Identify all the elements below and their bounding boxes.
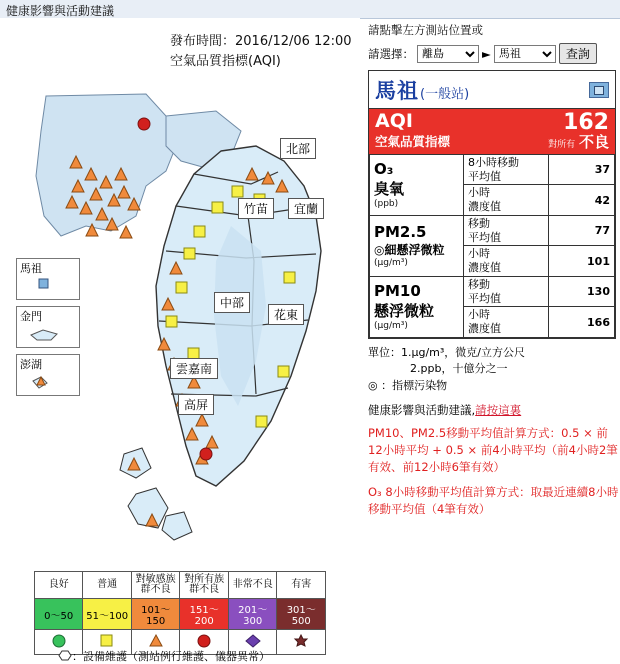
window-titlebar: [0, 0, 620, 19]
selection-hint: 請點擊左方測站位置或: [368, 23, 483, 37]
station-marker-square[interactable]: [212, 202, 223, 213]
measure-label: [464, 307, 549, 338]
units-line-1: 單位：1.µg/m³，微克/立方公尺: [368, 345, 526, 359]
measure-label-line1: 移動: [468, 277, 490, 291]
legend-note-text: ：設備維護（測站例行維護、儀器異常）: [72, 650, 270, 663]
island-label-penghu: 澎湖: [20, 358, 42, 371]
measure-label-line2: 濃度值: [468, 261, 501, 275]
station-marker-square[interactable]: [232, 186, 243, 197]
arrow-icon: ►: [482, 46, 491, 61]
station-marker-square[interactable]: [184, 248, 195, 259]
map-panel: [0, 18, 360, 663]
station-marker-square[interactable]: [194, 226, 205, 237]
pollutant-cname: 臭氧: [374, 180, 405, 199]
station-name: 馬祖: [375, 79, 419, 103]
advice-link[interactable]: 請按這裏: [475, 402, 522, 417]
aqi-values: [548, 109, 615, 154]
measure-label-line1: 小時: [468, 247, 490, 261]
selector-row: [368, 43, 620, 64]
measure-value: 77: [549, 215, 615, 246]
legend-range-0: 0～50: [35, 599, 83, 630]
kinmen-shape: [31, 330, 57, 340]
measure-label-line2: 濃度值: [468, 200, 501, 214]
measure-value: 166: [549, 307, 615, 338]
aqi-status-wrap: [548, 135, 609, 151]
station-select[interactable]: [494, 45, 556, 63]
island-box-penghu[interactable]: [16, 354, 80, 396]
publish-time: 發布時間：2016/12/06 12:00: [170, 34, 352, 49]
island-box-matsu[interactable]: [16, 258, 80, 300]
county-select[interactable]: [417, 45, 479, 63]
kinmen-inset-svg: [17, 323, 77, 345]
legend-range-5: 301～500: [277, 599, 326, 630]
legend-range-3: 151～200: [180, 599, 229, 630]
aqi-subtitle: 空氣品質指標: [375, 133, 451, 149]
mainland-shape: [36, 94, 176, 236]
measure-value: 42: [549, 185, 615, 216]
units-line-2: 2.ppb，十億分之一: [410, 361, 508, 375]
legend-table: [34, 571, 326, 655]
station-marker-circle-red[interactable]: [200, 448, 212, 460]
station-marker-triangle[interactable]: [120, 226, 132, 238]
legend-range-4: 201～300: [228, 599, 277, 630]
pollutant-table: [369, 154, 615, 338]
measure-label: [464, 185, 549, 216]
measure-label: [464, 246, 549, 277]
station-name-row: [369, 71, 615, 108]
measure-label-line1: 小時: [468, 186, 490, 200]
pollutant-name-o3: [370, 154, 464, 215]
station-marker-square[interactable]: [166, 316, 177, 327]
measure-label-line2: 平均值: [468, 230, 501, 244]
advice-line: [368, 402, 620, 418]
station-marker-square[interactable]: [256, 416, 267, 427]
units-note: [368, 345, 620, 394]
measure-label-line1: 移動: [468, 216, 490, 230]
legend-range-1: 51～100: [83, 599, 132, 630]
query-button[interactable]: 查詢: [559, 43, 597, 64]
measure-value: 37: [549, 154, 615, 185]
region-label-central[interactable]: 中部: [214, 292, 250, 313]
pollutant-cname: 懸浮微粒: [374, 302, 435, 321]
region-label-north[interactable]: 北部: [280, 138, 316, 159]
table-row: [370, 276, 615, 307]
measure-value: 130: [549, 276, 615, 307]
region-label-yunjianan[interactable]: 雲嘉南: [170, 358, 218, 379]
station-marker-circle-red[interactable]: [138, 118, 150, 130]
measure-label-line2: 平均值: [468, 291, 501, 305]
measure-label: [464, 154, 549, 185]
page-title: 健康影響與活動建議: [6, 4, 115, 18]
legend-header-2: 對敏感族群不良: [131, 572, 180, 599]
pm-formula-note: PM10、PM2.5移動平均值計算方式：0.5 × 前12小時平均 + 0.5 × 前4小時平均（前4小時2筆有效、前12小時6筆有效）: [368, 425, 618, 475]
station-marker-square[interactable]: [278, 366, 289, 377]
pollutant-unit: (µg/m³): [374, 321, 408, 332]
island-label-matsu: 馬祖: [20, 262, 42, 275]
pollutant-formula: PM10: [374, 282, 421, 301]
region-label-yilan[interactable]: 宜蘭: [288, 198, 324, 219]
aqi-title: AQI: [375, 110, 413, 132]
pollutant-formula: O₃: [374, 160, 394, 179]
pollutant-unit: (ppb): [374, 199, 399, 210]
units-line-3: ◎ ：指標污染物: [368, 378, 448, 392]
camera-icon[interactable]: [589, 82, 609, 98]
matsu-marker[interactable]: [39, 279, 48, 288]
legend: [34, 571, 326, 655]
pollutant-formula: PM2.5: [374, 223, 427, 242]
station-marker-square[interactable]: [284, 272, 295, 283]
measure-label: [464, 276, 549, 307]
aqi-row: [369, 108, 615, 154]
pollutant-name-pm25: [370, 215, 464, 276]
table-row: [370, 154, 615, 185]
measure-label-line1: 小時: [468, 308, 490, 322]
right-panel: [368, 18, 620, 518]
legend-note: [58, 648, 270, 664]
legend-header-0: 良好: [35, 572, 83, 599]
island-box-kinmen[interactable]: [16, 306, 80, 348]
index-label: 空氣品質指標(AQI): [170, 54, 281, 69]
south-island-2: [162, 512, 192, 540]
station-card: [368, 70, 616, 339]
region-label-zhumiao[interactable]: 竹苗: [238, 198, 274, 219]
station-name-suffix: (一般站): [420, 87, 470, 102]
measure-value: 101: [549, 246, 615, 277]
region-label-gaoping[interactable]: 高屏: [178, 394, 214, 415]
legend-header-4: 非常不良: [228, 572, 277, 599]
legend-header-1: 普通: [83, 572, 132, 599]
legend-header-3: 對所有族群不良: [180, 572, 229, 599]
pollutant-cname: ◎細懸浮微粒: [374, 243, 445, 258]
aqi-status-text: 不良: [578, 133, 609, 152]
penghu-inset-svg: [17, 371, 77, 393]
aqi-status-small: 對所有: [548, 140, 576, 151]
legend-header-row: [35, 572, 326, 599]
measure-label-line2: 平均值: [468, 169, 501, 183]
legend-header-5: 有害: [277, 572, 326, 599]
station-marker-square[interactable]: [176, 282, 187, 293]
measure-label-line2: 濃度值: [468, 322, 501, 336]
measure-label-line1: 8小時移動: [468, 155, 519, 169]
table-row: [370, 215, 615, 246]
advice-text: 健康影響與活動建議,: [368, 402, 476, 417]
select-label: 請選擇：: [368, 46, 414, 61]
aqi-value: 162: [563, 110, 609, 135]
legend-range-row: [35, 599, 326, 630]
measure-label: [464, 215, 549, 246]
island-label-kinmen: 金門: [20, 310, 42, 323]
aqi-labels: [369, 109, 456, 154]
matsu-inset-svg: [17, 275, 77, 297]
o3-formula-note: O₃ 8小時移動平均值計算方式：取最近連續8小時移動平均值（4筆有效）: [368, 484, 619, 516]
legend-range-2: 101～150: [131, 599, 180, 630]
maintenance-icon: [58, 650, 72, 661]
region-label-huadong[interactable]: 花東: [268, 304, 304, 325]
pollutant-name-pm10: [370, 276, 464, 337]
pollutant-unit: (µg/m³): [374, 258, 408, 269]
legend-symbol-star: [277, 630, 326, 655]
